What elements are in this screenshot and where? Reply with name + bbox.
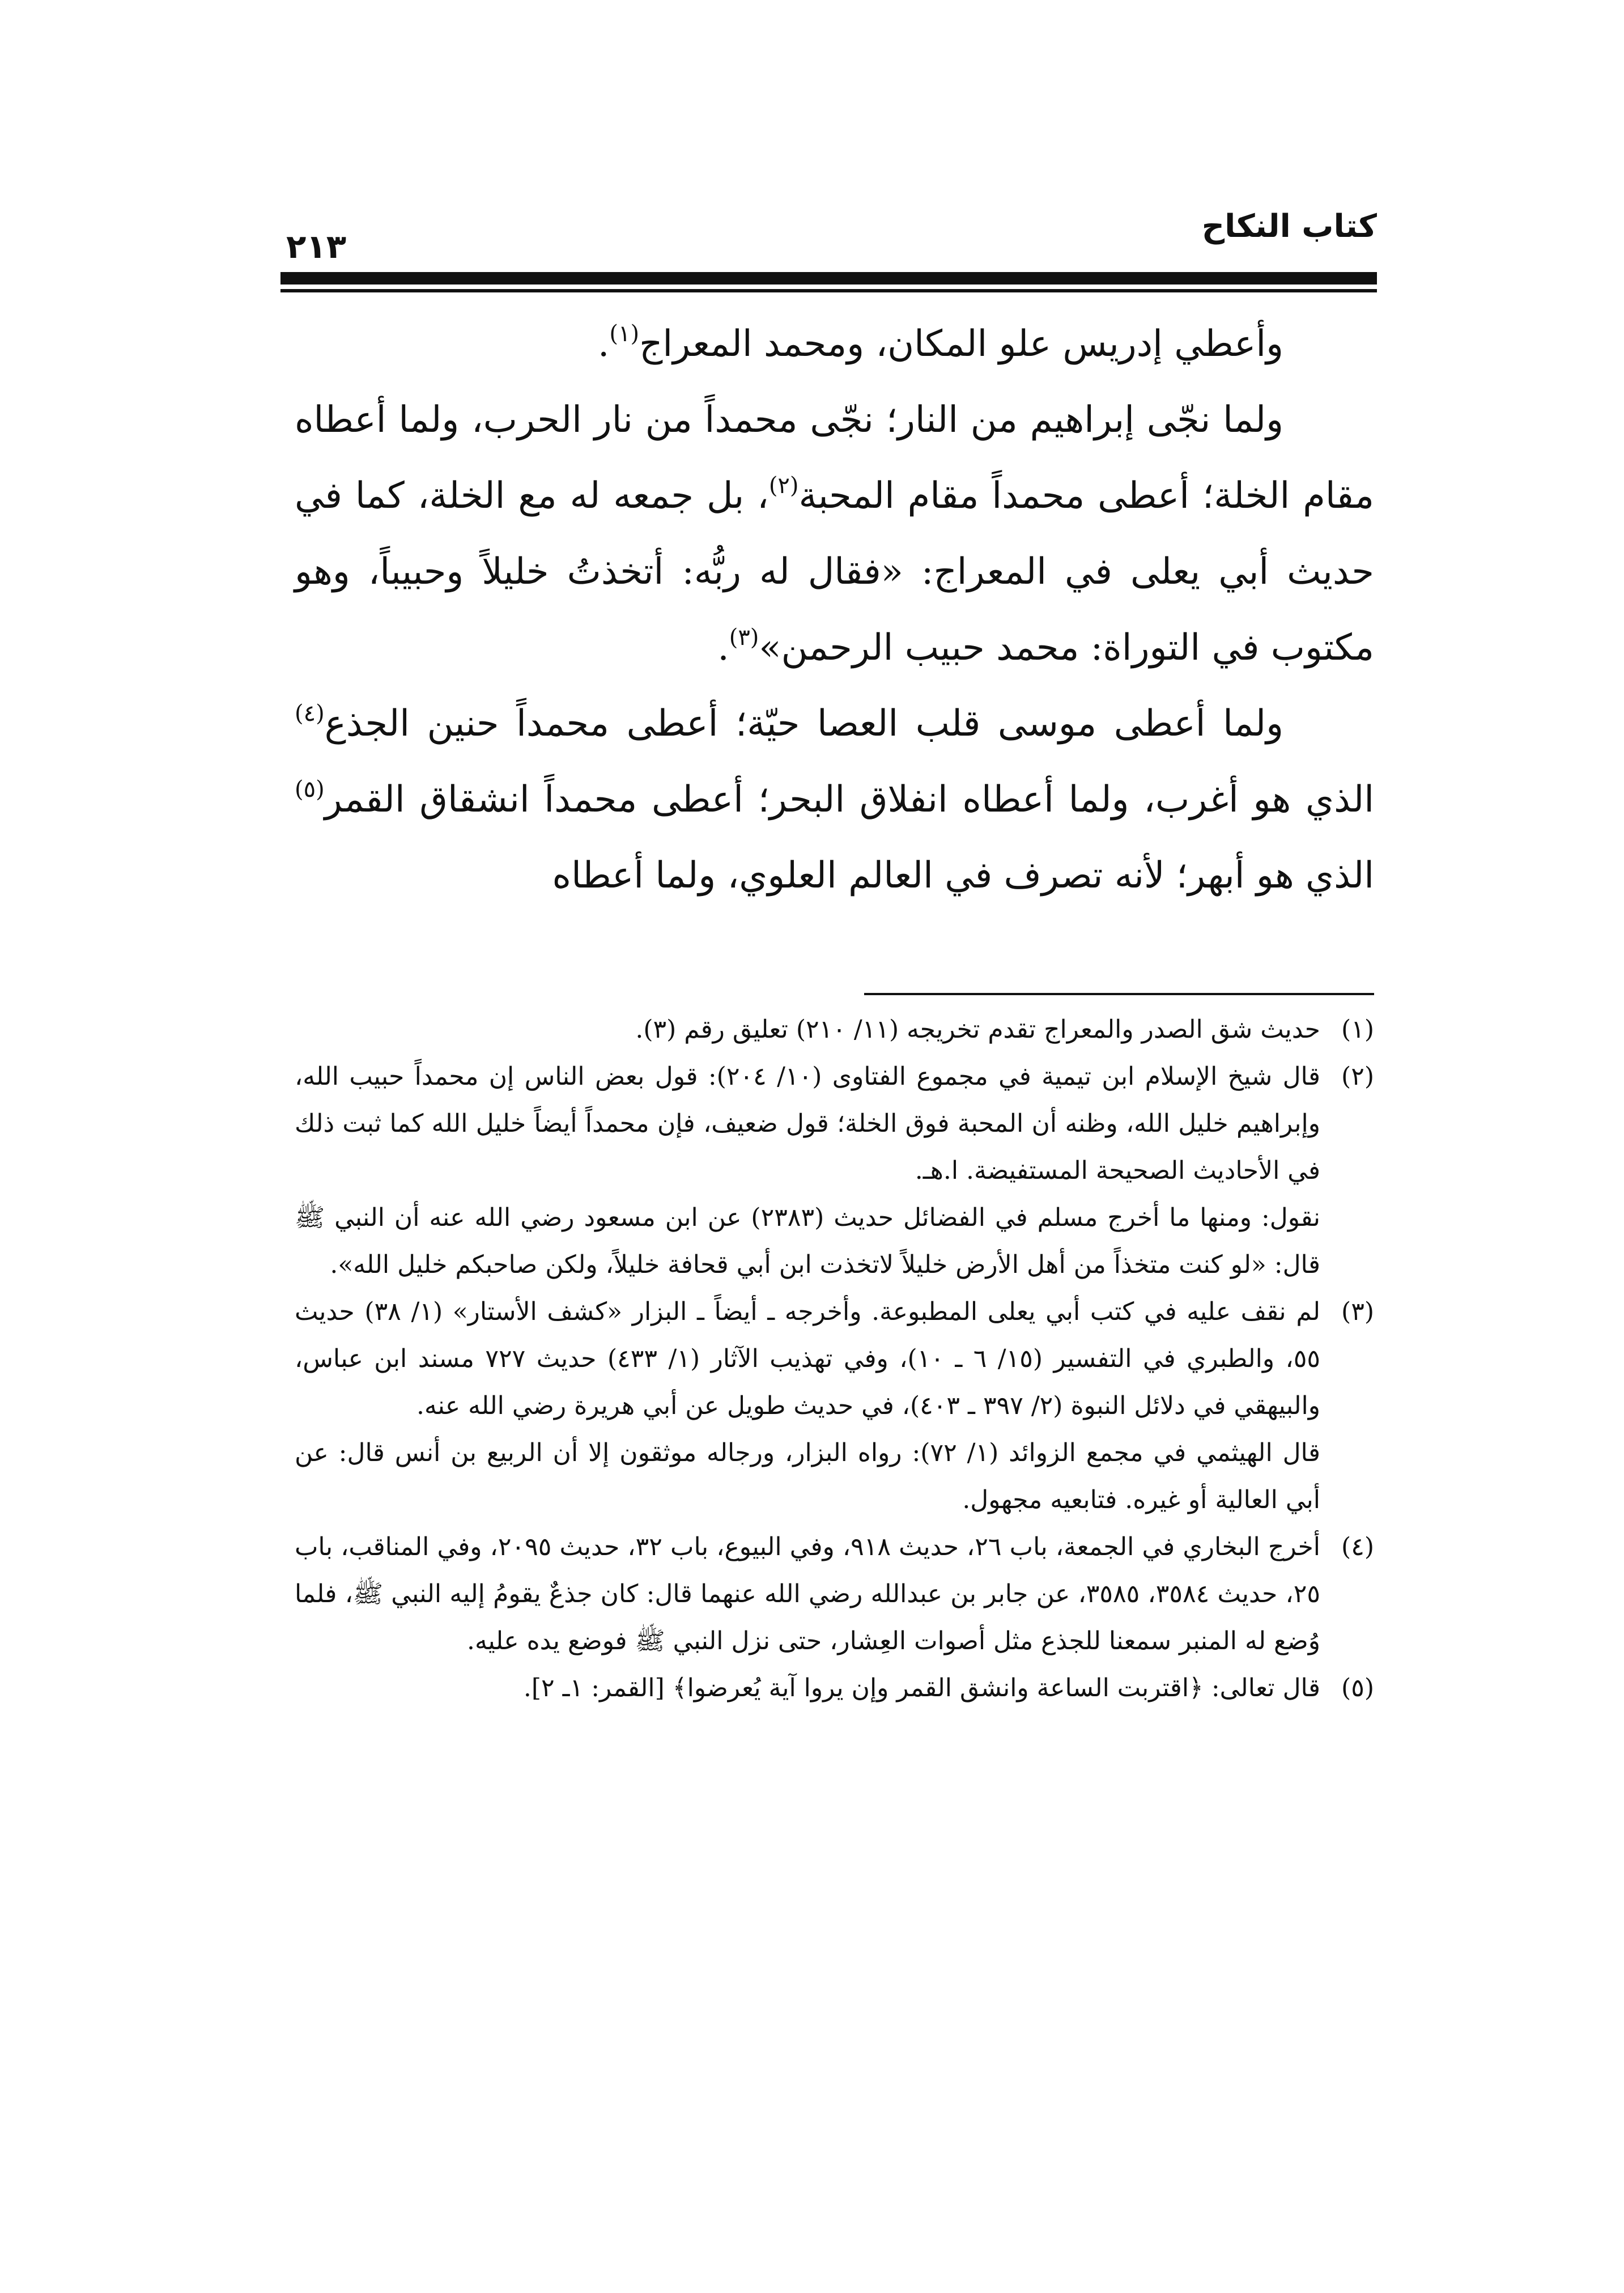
footnote-text: لم نقف عليه في كتب أبي يعلى المطبوعة. وأخرجه ـ أيضاً ـ البزار «كشف الأستار» (١/ ٣٨) حديث ٥٥، والطبري في التفسير (١٥/ ٦ ـ ١٠)، وفي تهذيب الآثار (١/ ٤٣٣) حديث ٧٢٧ مسند ابن عباس، والبيهقي في دلائل النبوة (٢/ ٣٩٧ ـ ٤٠٣)، في حديث طويل عن أبي هريرة رضي الله عنه. <box>295 1297 1321 1420</box>
footnote-body <box>295 1523 1320 1664</box>
main-text <box>295 306 1374 914</box>
page-header <box>286 201 1377 272</box>
footnote-1 <box>295 1006 1374 1053</box>
footnote-number: (٥) <box>1341 1674 1374 1702</box>
footnote-text: قال تعالى: ﴿اقتربت الساعة وانشق القمر وإن يروا آية يُعرضوا﴾ [القمر: ١ـ ٢]. <box>523 1674 1320 1702</box>
paragraph-text: ولما أعطى موسى قلب العصا حيّة؛ أعطى محمداً حنين الجذع <box>324 703 1283 745</box>
footnote-separator <box>864 993 1374 995</box>
footnote-3 <box>295 1288 1374 1523</box>
footnote-text: أخرج البخاري في الجمعة، باب ٢٦، حديث ٩١٨، وفي البيوع، باب ٣٢، حديث ٢٠٩٥، وفي المناقب، باب ٢٥، حديث ٣٥٨٤، ٣٥٨٥، عن جابر بن عبدالله رضي الله عنهما قال: كان جذعٌ يقومُ إليه النبي ﷺ، فلما وُضع له المنبر سمعنا للجذع مثل أصوات العِشار، حتى نزل النبي ﷺ فوضع يده عليه. <box>295 1532 1321 1655</box>
footnote-text: حديث شق الصدر والمعراج تقدم تخريجه (١١/ ٢١٠) تعليق رقم (٣). <box>635 1015 1320 1044</box>
running-title: كتاب النكاح <box>1201 208 1377 245</box>
paragraph-text: . <box>717 627 729 669</box>
header-rule-thick <box>280 272 1377 284</box>
footnote-ref: (٢) <box>768 473 799 499</box>
footnote-body <box>295 1006 1320 1053</box>
footnote-5 <box>295 1664 1374 1712</box>
footnote-ref: (٣) <box>729 625 759 651</box>
paragraph-text: الذي هو أبهر؛ لأنه تصرف في العالم العلوي، ولما أعطاه <box>552 855 1374 897</box>
footnote-text: نقول: ومنها ما أخرج مسلم في الفضائل حديث (٢٣٨٣) عن ابن مسعود رضي الله عنه أن النبي ﷺ قال: «لو كنت متخذاً من أهل الأرض خليلاً لاتخذت ابن أبي قحافة خليلاً، ولكن صاحبكم خليل الله». <box>295 1203 1320 1279</box>
footnote-body <box>295 1053 1320 1288</box>
footnote-2 <box>295 1053 1374 1288</box>
footnote-4 <box>295 1523 1374 1664</box>
footnote-number: (١) <box>1341 1015 1374 1044</box>
footnote-ref: (٤) <box>295 700 325 727</box>
paragraph <box>295 686 1374 914</box>
footnote-number: (٤) <box>1341 1532 1374 1561</box>
paragraph-text: وأعطي إدريس علو المكان، ومحمد المعراج <box>639 323 1283 365</box>
footnote-body <box>295 1664 1320 1712</box>
paragraph <box>295 306 1374 382</box>
page-number: ٢١٣ <box>286 227 347 266</box>
paragraph-text: الذي هو أغرب، ولما أعطاه انفلاق البحر؛ أعطى محمداً انشقاق القمر <box>324 779 1375 821</box>
paragraph-text: ، بل جمعه له مع الخلة، كما في حديث أبي يعلى في المعراج: «فقال له ربُّه: أتخذتُ خليلاً وحبيباً، وهو مكتوب في التوراة: محمد حبيب الرحمن» <box>295 475 1374 669</box>
footnotes <box>295 1006 1374 1712</box>
footnote-text: قال شيخ الإسلام ابن تيمية في مجموع الفتاوى (١٠/ ٢٠٤): قول بعض الناس إن محمداً حبيب الله، وإبراهيم خليل الله، وظنه أن المحبة فوق الخلة؛ قول ضعيف، فإن محمداً أيضاً خليل الله كما ثبت ذلك في الأحاديث الصحيحة المستفيضة. ا.هـ. <box>295 1062 1320 1185</box>
footnote-text: قال الهيثمي في مجمع الزوائد (١/ ٧٢): رواه البزار، ورجاله موثقون إلا أن الربيع بن أنس قال: عن أبي العالية أو غيره. فتابعيه مجهول. <box>295 1438 1320 1514</box>
footnote-ref: (١) <box>609 321 640 347</box>
paragraph <box>295 382 1374 686</box>
header-rule-thin <box>280 289 1377 292</box>
footnote-number: (٣) <box>1341 1297 1374 1326</box>
footnote-number: (٢) <box>1341 1062 1374 1091</box>
paragraph-text: . <box>598 323 610 365</box>
footnote-ref: (٥) <box>295 776 325 802</box>
footnote-body <box>295 1288 1320 1523</box>
paragraph-text: ولما نجّى إبراهيم من النار؛ نجّى محمداً من نار الحرب، ولما أعطاه مقام الخلة؛ أعطى محمداً مقام المحبة <box>295 399 1375 517</box>
